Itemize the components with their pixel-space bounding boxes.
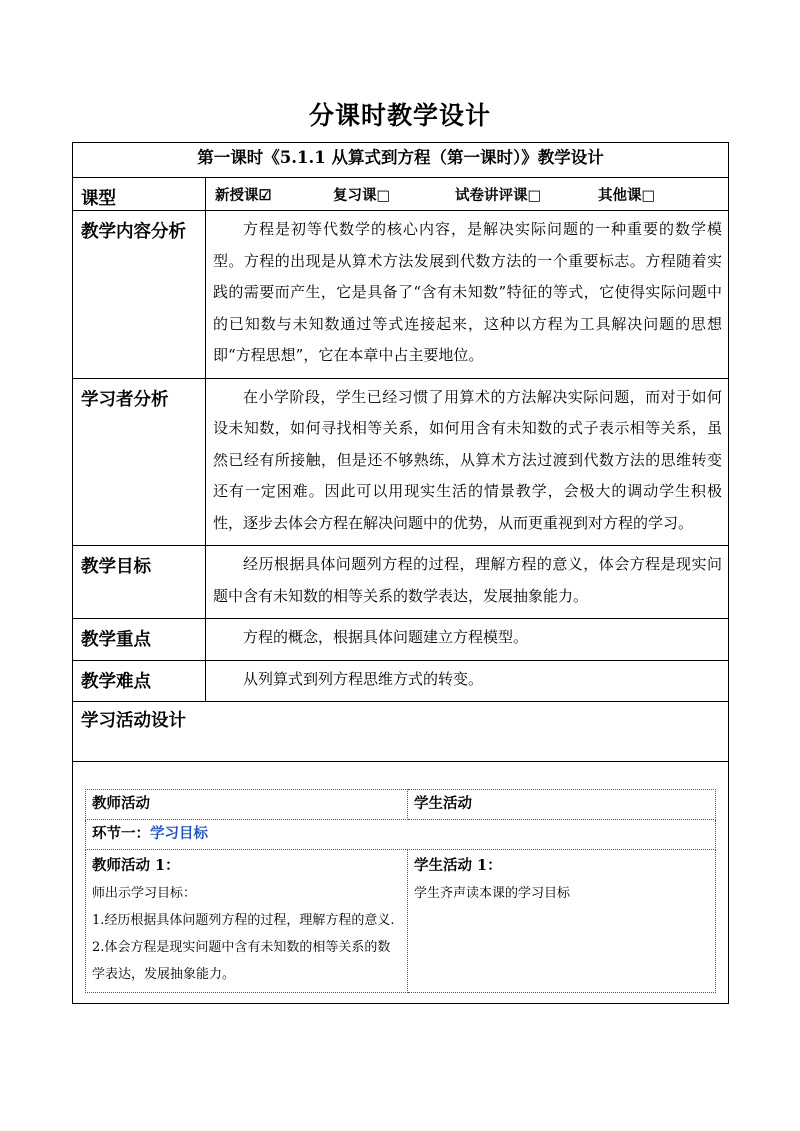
stage-name-link[interactable]: 学习目标 (150, 826, 208, 842)
option-exam-review-lesson[interactable]: 试卷讲评课□ (455, 186, 542, 204)
option-other-lesson[interactable]: 其他课□ (598, 186, 656, 204)
student-activity-header: 学生活动 (408, 790, 716, 820)
objectives-text: 经历根据具体问题列方程的过程，理解方程的意义，体会方程是现实问题中含有未知数的相等关系的数学表达，发展抽象能力。 (213, 555, 722, 605)
page-title: 分课时教学设计 (308, 101, 491, 130)
lesson-design-table (72, 142, 729, 1004)
difficulties-label: 教学难点 (73, 660, 206, 702)
key-points-label: 教学重点 (73, 619, 206, 661)
teacher-activity-header: 教师活动 (86, 790, 408, 820)
difficulties-text: 从列算式到列方程思维方式的转变。 (243, 669, 484, 688)
activity-design-section (73, 702, 729, 1004)
option-review-lesson[interactable]: 复习课□ (333, 186, 391, 204)
activity-table (85, 789, 716, 993)
stage-one-row (86, 820, 716, 850)
course-type-options (206, 178, 729, 211)
activity-design-title: 学习活动设计 (73, 702, 728, 762)
learner-analysis-text: 在小学阶段，学生已经习惯了用算术的方法解决实际问题，而对于如何设未知数，如何寻找相等关系，如何用含有未知数的式子表示相等关系，虽然已经有所接触，但是还不够熟练，从算术方法过渡到代数方法的思维转变还有一定困难。因此可以用现实生活的情景教学，会极大的调动学生积极性，逐步去体会方程在解决问题中的优势，从而更重视到对方程的学习。 (213, 387, 722, 532)
content-analysis-label: 教学内容分析 (73, 211, 206, 379)
course-type-label: 课型 (73, 178, 206, 211)
student-activity-cell (408, 850, 716, 993)
learner-analysis-label: 学习者分析 (73, 378, 206, 546)
teacher-line: 1.经历根据具体问题列方程的过程，理解方程的意义. (92, 913, 395, 928)
teacher-activity-label: 教师活动 1： (92, 857, 180, 874)
teacher-activity-cell (86, 850, 408, 993)
key-points-text: 方程的概念，根据具体问题建立方程模型。 (243, 628, 529, 646)
objectives-label: 教学目标 (73, 546, 206, 619)
teacher-line: 2.体会方程是现实问题中含有未知数的相等关系的数学表达，发展抽象能力。 (92, 940, 391, 982)
student-line: 学生齐声读本课的学习目标 (414, 886, 571, 901)
option-new-lesson[interactable]: 新授课☑ (215, 186, 272, 204)
student-activity-label: 学生活动 1： (414, 857, 502, 874)
lesson-title: 第一课时《5.1.1 从算式到方程（第一课时）》教学设计 (73, 143, 729, 178)
content-analysis-text: 方程是初等代数学的核心内容，是解决实际问题的一种重要的数学模型。方程的出现是从算术方法发展到代数方法的一个重要标志。方程随着实践的需要而产生，它是具备了“含有未知数”特征的等式，它使得实际问题中的已知数与未知数通过等式连接起来，这种以方程为工具解决问题的思想即“方程思想”，它在本章中占主要地位。 (213, 220, 722, 364)
teacher-line: 师出示学习目标： (92, 886, 197, 901)
stage-prefix: 环节一： (92, 826, 150, 842)
